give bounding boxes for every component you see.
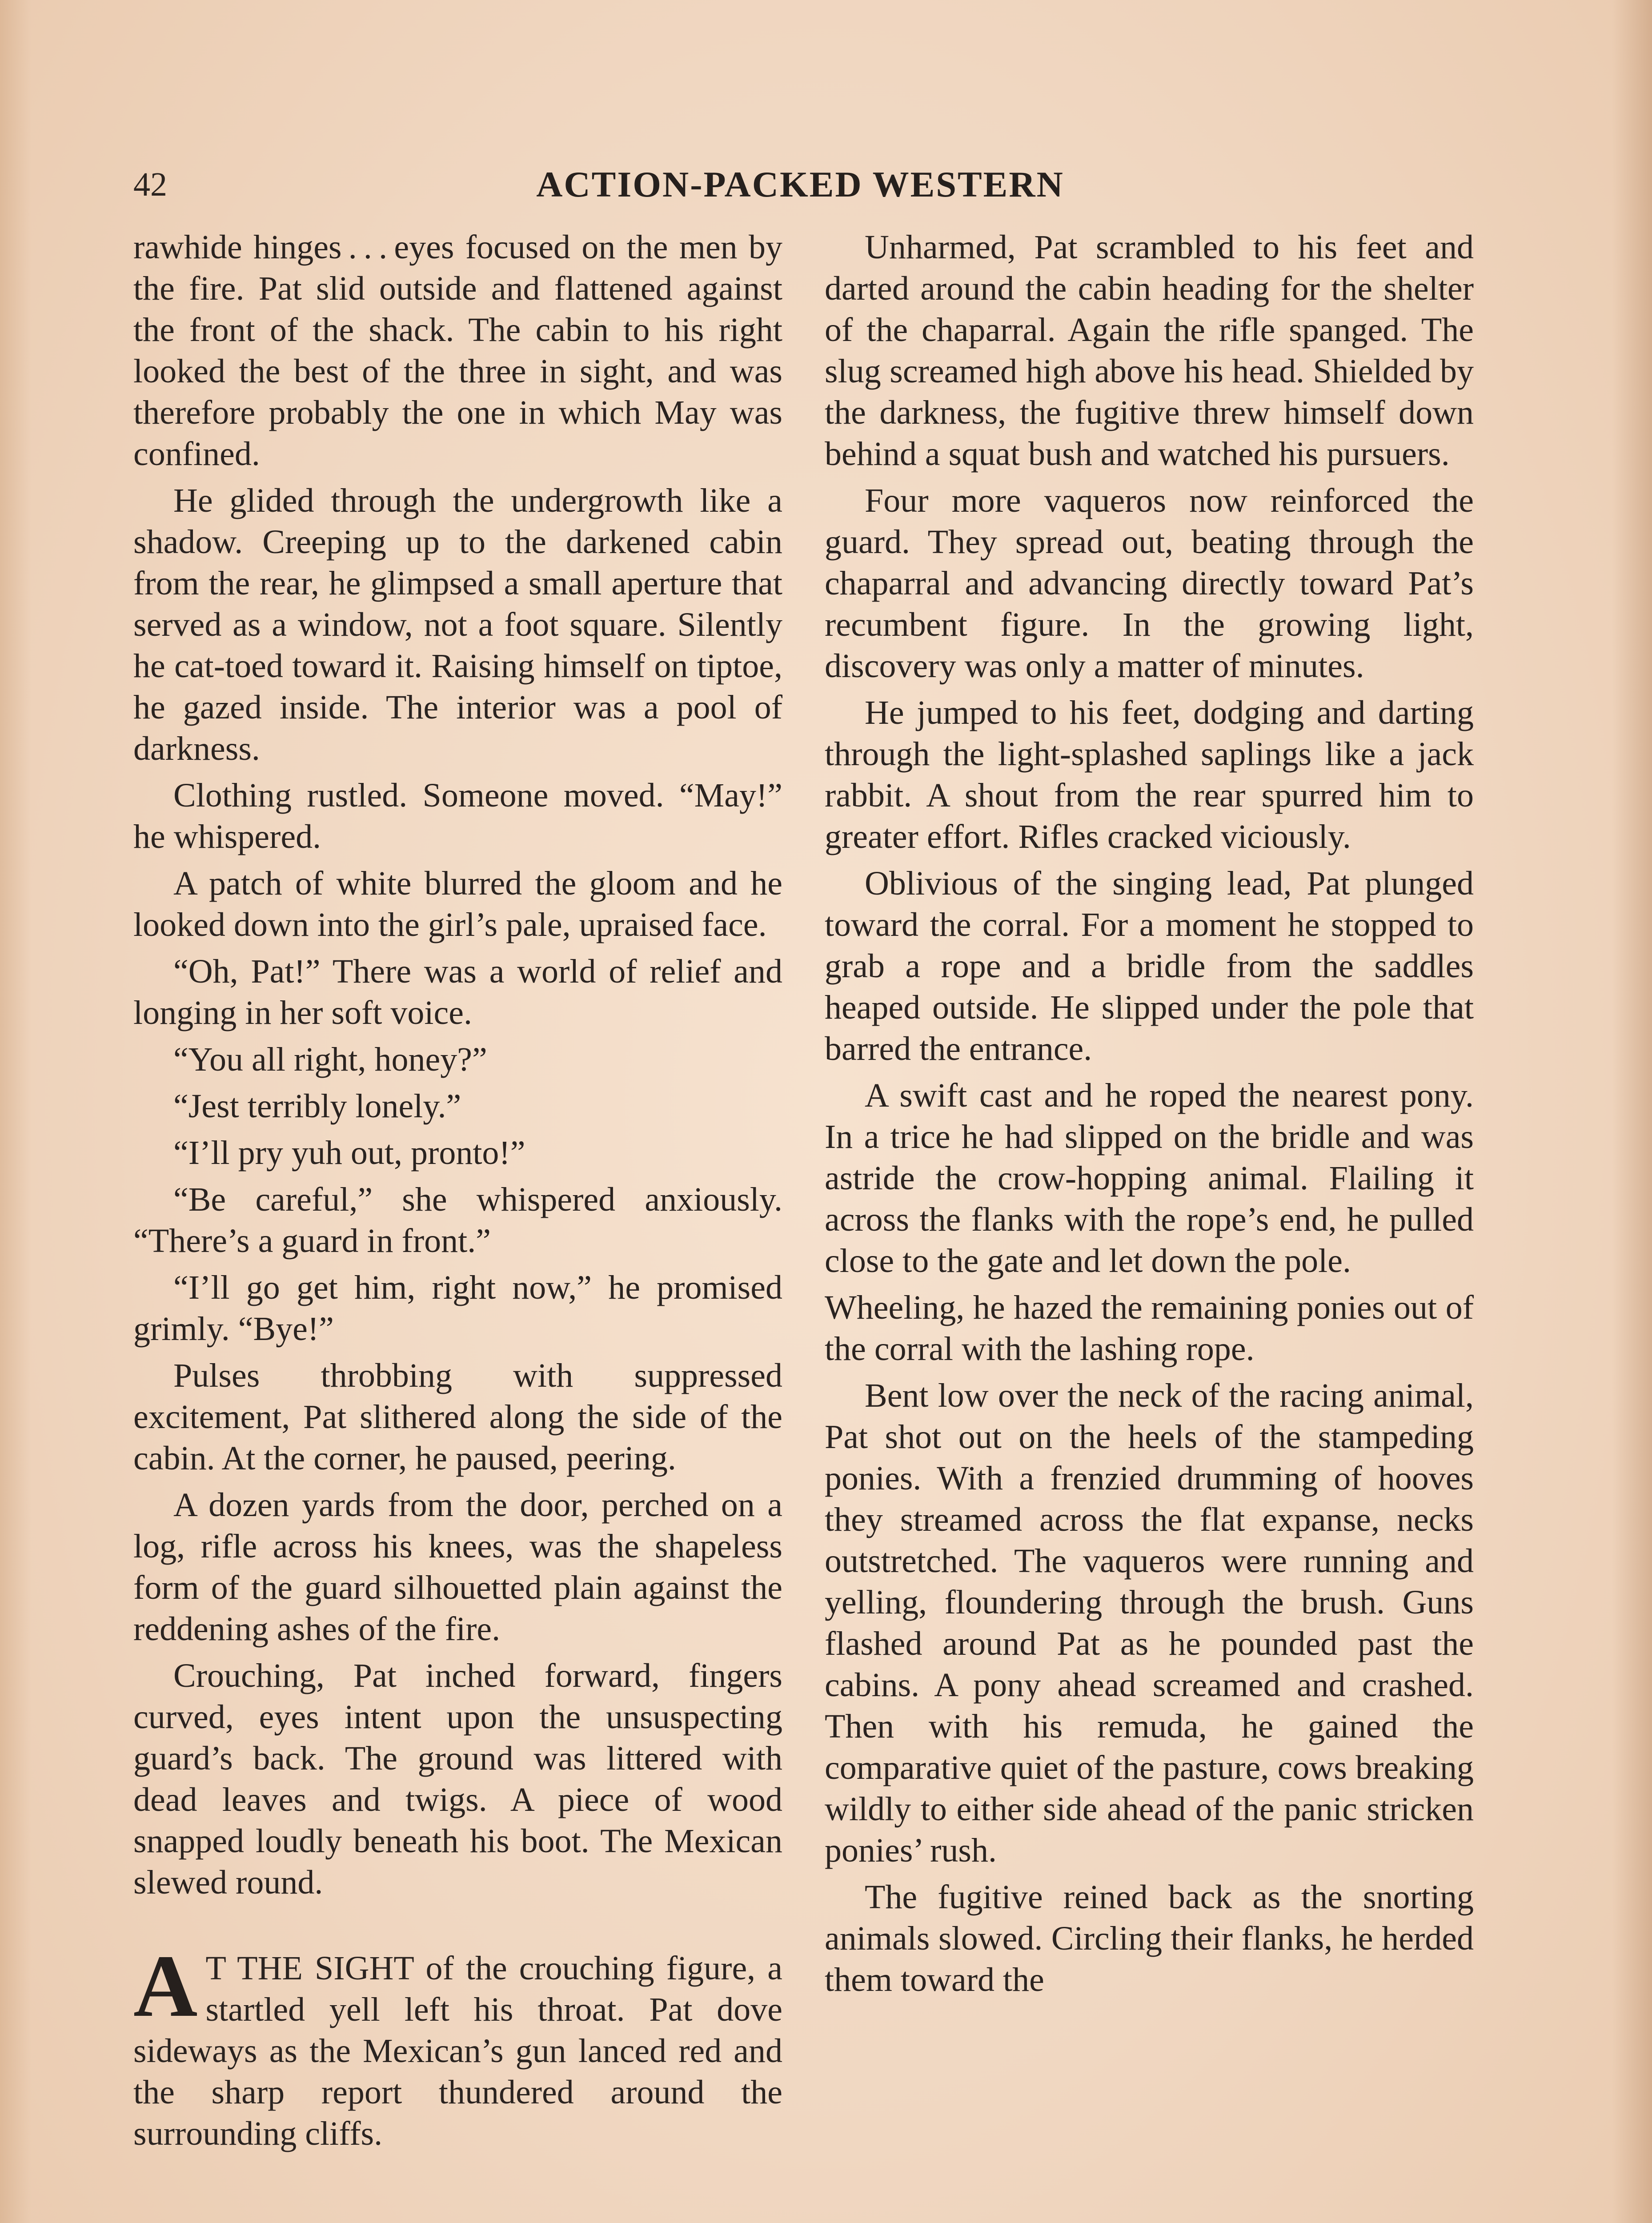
page-edge-shadow-left [0,0,31,2223]
paragraph: Unharmed, Pat scrambled to his feet and darted around the cabin heading for the shelter of the chaparral. Again the rifle spanged. The slug screamed high above his head. Shielded by the darkness, the fugitive threw himself down behind a squat bush and watched his pursuers. [825,229,1474,473]
page-edge-shadow-right [1612,0,1652,2223]
paragraph: Crouching, Pat inched forward, fingers curved, eyes intent upon the unsuspecting guard’s back. The ground was littered with dead leaves and twigs. A piece of wood snapped loudly beneath his boot. The Mexican slewed round. [133,1657,782,1901]
paragraph: “I’ll pry yuh out, pronto!” [173,1134,525,1172]
paragraph: Four more vaqueros now reinforced the guard. They spread out, beating through the chaparral and advancing directly toward Pat’s recumbent figure. In the growing light, discovery was only a matter of minutes. [825,482,1474,685]
paragraph: A dozen yards from the door, perched on a log, rifle across his knees, was the shapeless form of the guard silhouetted plain against the reddening ashes of the fire. [133,1486,782,1648]
paragraph: Oblivious of the singing lead, Pat plunged toward the corral. For a moment he stopped to grab a rope and a bridle from the saddles heaped outside. He slipped under the pole that barred the entrance. [825,865,1474,1067]
paragraph: He glided through the undergrowth like a shadow. Creeping up to the darkened cabin from the rear, he glimpsed a small aperture that served as a window, not a foot square. Silently he cat-toed toward it. Raising himself on tiptoe, he gazed inside. The interior was a pool of darkness. [133,482,782,767]
left-column [133,227,782,2160]
section-opening-paragraph [133,1937,782,2155]
paragraph: He jumped to his feet, dodging and darting through the light-splashed saplings like a jack rabbit. A shout from the rear spurred him to greater effort. Rifles cracked viciously. [825,694,1474,855]
paragraph: “Oh, Pat!” There was a world of relief and longing in her soft voice. [133,953,782,1031]
paragraph: “Be careful,” she whispered anxiously. “There’s a guard in front.” [133,1181,782,1260]
paragraph: A swift cast and he roped the nearest pony. In a trice he had slipped on the bridle and was astride the crow-hopping animal. Flailing it across the flanks with the rope’s end, he pulled close to the gate and let down the pole. [825,1077,1474,1280]
drop-cap: A [133,1937,198,2035]
paragraph: Pulses throbbing with suppressed excitement, Pat slithered along the side of the cabin. At the corner, he paused, peering. [133,1357,782,1477]
paragraph: A patch of white blurred the gloom and he looked down into the girl’s pale, upraised face. [133,865,782,943]
page-number: 42 [133,166,167,203]
paragraph: Bent low over the neck of the racing animal, Pat shot out on the heels of the stampeding ponies. With a frenzied drumming of hooves they streamed across the flat expanse, necks outstretched. The vaqueros were running and yelling, floundering through the brush. Guns flashed around Pat as he pounded past the cabins. A pony ahead screamed and crashed. Then with his remuda, he gained the comparative quiet of the pasture, cows breaking wildly to either side ahead of the panic stricken ponies’ rush. [825,1377,1474,1869]
paragraph: “Jest terribly lonely.” [173,1087,461,1125]
running-head: ACTION-PACKED WESTERN [536,164,1064,205]
paragraph: “I’ll go get him, right now,” he promised grimly. “Bye!” [133,1269,782,1348]
right-column [825,227,1474,2006]
paragraph: rawhide hinges . . . eyes focused on the men by the fire. Pat slid outside and flattened against the front of the shack. The cabin to his right looked the best of the three in sight, and was therefore probably the one in which May was confined. [133,229,782,473]
paragraph: The fugitive reined back as the snorting animals slowed. Circling their flanks, he herded them toward the [825,1878,1474,1998]
paragraph: Wheeling, he hazed the remaining ponies out of the corral with the lashing rope. [825,1289,1474,1368]
paragraph: “You all right, honey?” [173,1041,487,1078]
paragraph: Clothing rustled. Someone moved. “May!” he whispered. [133,777,782,855]
section-opening-text: T THE SIGHT of the crouching figure, a startled yell left his throat. Pat dove sideways as the Mexican’s gun lanced red and the sharp report thundered around the surrounding cliffs. [133,1950,782,2152]
page-header [133,160,1467,209]
